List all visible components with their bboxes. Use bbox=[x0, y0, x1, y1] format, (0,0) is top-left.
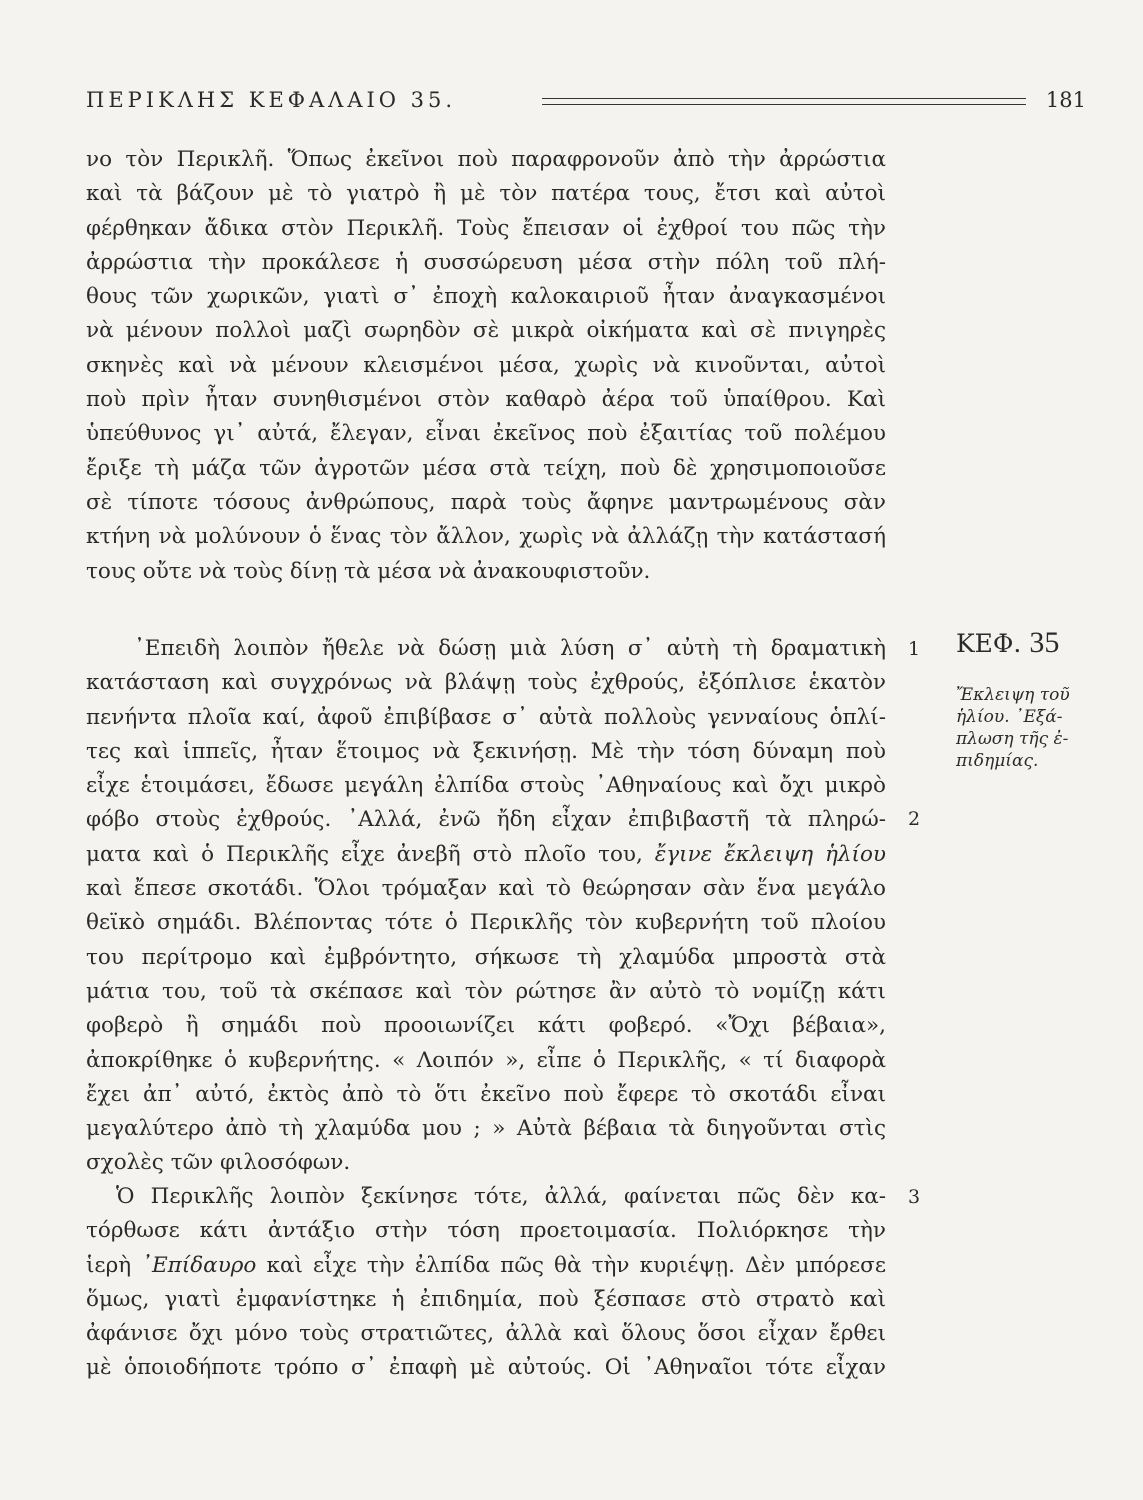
text-line: μὲ ὁποιοδήποτε τρόπο σ᾿ ἐπαφὴ μὲ αὐτούς. Οἱ ᾿Αθηναῖοι τότε εἶχαν bbox=[86, 1355, 886, 1381]
text-line: φόβο στοὺς ἐχθρούς. ᾿Αλλά, ἐνῶ ἤδη εἶχαν ἐπιβιβαστῆ τὰ πληρώ- bbox=[86, 807, 886, 833]
text-line: πενήντα πλοῖα καί, ἀφοῦ ἐπιβίβασε σ᾿ αὐτὰ πολλοὺς γενναίους ὁπλί- bbox=[86, 704, 886, 730]
text-line: ὑπεύθυνος γι᾿ αὐτά, ἔλεγαν, εἶναι ἐκεῖνος ποὺ ἐξαιτίας τοῦ πολέμου bbox=[86, 421, 886, 447]
text-line: μεγαλύτερο ἀπὸ τὴ χλαμύδα μου ; » Αὐτὰ βέβαια τὰ διηγοῦνται στὶς bbox=[86, 1116, 886, 1142]
text-line: ᾿Επειδὴ λοιπὸν ἤθελε νὰ δώσῃ μιὰ λύση σ᾿ αὐτὴ τὴ δραματικὴ bbox=[134, 636, 886, 661]
epidauros-name: ᾿Επίδαυρο bbox=[141, 1252, 257, 1278]
text-line: νο τὸν Περικλῆ. Ὅπως ἐκεῖνοι ποὺ παραφρονοῦν ἀπὸ τὴν ἀρρώστια bbox=[86, 147, 886, 172]
verse-number: 2 bbox=[907, 808, 921, 830]
text-line: φοβερὸ ἢ σημάδι ποὺ προοιωνίζει κάτι φοβερό. «Ὄχι βέβαια», bbox=[86, 1013, 886, 1039]
text-line: φέρθηκαν ἄδικα στὸν Περικλῆ. Τοὺς ἔπεισαν οἱ ἐχθροί του πῶς τὴν bbox=[86, 215, 886, 241]
text-line: κτήνη νὰ μολύνουν ὁ ἕνας τὸν ἄλλον, χωρὶς νὰ ἀλλάζῃ τὴν κατάστασή bbox=[86, 524, 886, 550]
chapter-side-note bbox=[956, 684, 1096, 772]
paragraph-3 bbox=[86, 1180, 886, 1386]
chapter-side-heading bbox=[956, 626, 1059, 660]
text-line: θεϊκὸ σημάδι. Βλέποντας τότε ὁ Περικλῆς τὸν κυβερνήτη τοῦ πλοίου bbox=[86, 910, 886, 936]
text-line: κατάσταση καὶ συγχρόνως νὰ βλάψῃ τοὺς ἐχθρούς, ἐξόπλισε ἑκατὸν bbox=[86, 670, 886, 696]
chapter-number: 35 bbox=[1029, 626, 1060, 659]
text-line: ἔχει ἀπ᾿ αὐτό, ἐκτὸς ἀπὸ τὸ ὅτι ἐκεῖνο ποὺ ἔφερε τὸ σκοτάδι εἶναι bbox=[86, 1081, 886, 1107]
text-line: τους οὔτε νὰ τοὺς δίνῃ τὰ μέσα νὰ ἀνακουφιστοῦν. bbox=[86, 558, 651, 584]
eclipse-phrase: ἔγινε ἔκλειψη ἡλίου bbox=[654, 841, 886, 867]
text-line-with-italic bbox=[86, 838, 886, 872]
text-line-end: καὶ εἶχε τὴν ἐλπίδα πῶς θὰ τὴν κυριέψῃ. Δὲν μπόρεσε bbox=[266, 1252, 886, 1278]
text-line: εἶχε ἑτοιμάσει, ἔδωσε μεγάλη ἐλπίδα στοὺς ᾿Αθηναίους καὶ ὄχι μικρὸ bbox=[86, 773, 886, 799]
text-line-start: ματα καὶ ὁ Περικλῆς εἶχε ἀνεβῆ στὸ πλοῖο του, bbox=[86, 841, 643, 867]
text-line: του περίτρομο καὶ ἐμβρόντητο, σήκωσε τὴ χλαμύδα μπροστὰ στὰ bbox=[86, 944, 886, 970]
running-title: ΠΕΡΙΚΛΗΣ ΚΕΦΑΛΑΙΟ 35. bbox=[86, 88, 457, 112]
text-line: καὶ ἔπεσε σκοτάδι. Ὅλοι τρόμαξαν καὶ τὸ θεώρησαν σὰν ἕνα μεγάλο bbox=[86, 876, 886, 902]
running-header bbox=[86, 88, 1086, 118]
paragraph-2 bbox=[86, 632, 886, 1181]
text-line: ἀφάνισε ὄχι μόνο τοὺς στρατιῶτες, ἀλλὰ καὶ ὅλους ὅσοι εἶχαν ἔρθει bbox=[86, 1321, 886, 1347]
verse-number: 1 bbox=[907, 638, 921, 660]
text-line-with-italic bbox=[86, 1249, 886, 1283]
side-note-line: πιδημίας. bbox=[956, 751, 1039, 771]
text-line: σὲ τίποτε τόσους ἀνθρώπους, παρὰ τοὺς ἄφηνε μαντρωμένους σὰν bbox=[86, 489, 886, 515]
page-number: 181 bbox=[1045, 88, 1086, 112]
text-line: ἀποκρίθηκε ὁ κυβερνήτης. « Λοιπόν », εἶπε ὁ Περικλῆς, « τί διαφορὰ bbox=[86, 1047, 886, 1073]
text-line: θους τῶν χωρικῶν, γιατὶ σ᾿ ἐποχὴ καλοκαιριοῦ ἦταν ἀναγκασμένοι bbox=[86, 284, 886, 310]
paragraph-1 bbox=[86, 143, 886, 589]
text-line: ἀρρώστια τὴν προκάλεσε ἡ συσσώρευση μέσα στὴν πόλη τοῦ πλή- bbox=[86, 249, 886, 275]
text-line: ἔριξε τὴ μάζα τῶν ἀγροτῶν μέσα στὰ τείχη, ποὺ δὲ χρησιμοποιοῦσε bbox=[86, 455, 886, 481]
header-double-rule bbox=[542, 98, 1026, 105]
text-line: σχολὲς τῶν φιλοσόφων. bbox=[86, 1150, 351, 1176]
text-line: μάτια του, τοῦ τὰ σκέπασε καὶ τὸν ρώτησε ἂν αὐτὸ τὸ νομίζῃ κάτι bbox=[86, 978, 886, 1004]
text-line: τες καὶ ἱππεῖς, ἦταν ἕτοιμος νὰ ξεκινήσῃ. Μὲ τὴν τόση δύναμη ποὺ bbox=[86, 738, 886, 764]
text-line: καὶ τὰ βάζουν μὲ τὸ γιατρὸ ἢ μὲ τὸν πατέρα τους, ἔτσι καὶ αὐτοὶ bbox=[86, 181, 886, 207]
text-line: νὰ μένουν πολλοὶ μαζὶ σωρηδὸν σὲ μικρὰ οἰκήματα καὶ σὲ πνιγηρὲς bbox=[86, 318, 886, 344]
verse-number: 3 bbox=[907, 1186, 921, 1208]
text-line-start: ἱερὴ bbox=[86, 1252, 132, 1278]
chapter-label: ΚΕΦ. bbox=[956, 629, 1022, 658]
text-line: τόρθωσε κάτι ἀντάξιο στὴν τόση προετοιμασία. Πολιόρκησε τὴν bbox=[86, 1218, 886, 1244]
side-note-line: Ἔκλειψη τοῦ bbox=[956, 685, 1070, 705]
text-line: Ὁ Περικλῆς λοιπὸν ξεκίνησε τότε, ἀλλά, φαίνεται πῶς δὲν κα- bbox=[116, 1184, 886, 1209]
text-line: ὅμως, γιατὶ ἐμφανίστηκε ἡ ἐπιδημία, ποὺ ξέσπασε στὸ στρατὸ καὶ bbox=[86, 1286, 886, 1312]
side-note-line: ἡλίου. ᾿Εξά- bbox=[956, 707, 1063, 727]
side-note-line: πλωση τῆς ἐ- bbox=[956, 729, 1069, 749]
text-line: ποὺ πρὶν ἦταν συνηθισμένοι στὸν καθαρὸ ἀέρα τοῦ ὑπαίθρου. Καὶ bbox=[86, 387, 886, 413]
text-line: σκηνὲς καὶ νὰ μένουν κλεισμένοι μέσα, χωρὶς νὰ κινοῦνται, αὐτοὶ bbox=[86, 352, 886, 378]
